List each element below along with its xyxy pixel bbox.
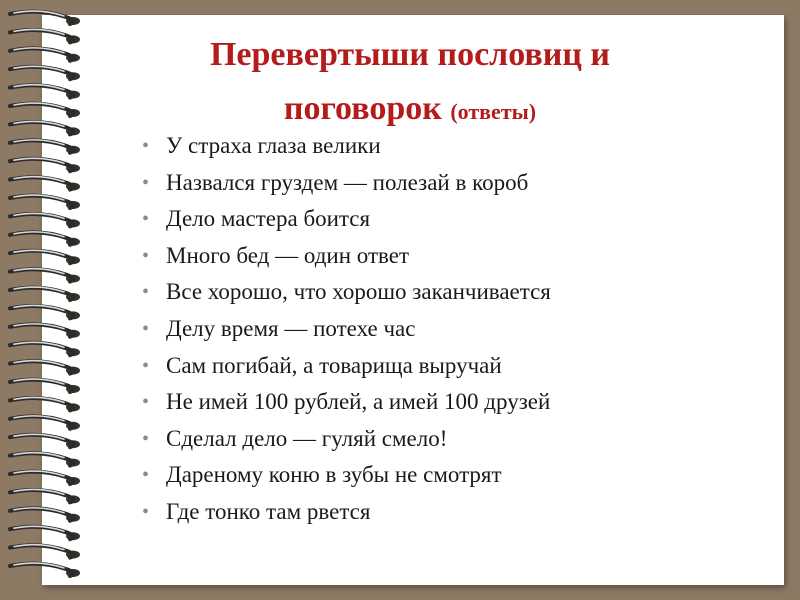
spiral-ring-icon xyxy=(10,545,80,559)
spiral-ring-icon xyxy=(10,324,80,338)
bullet-icon: • xyxy=(142,281,150,304)
slide-title-suffix: (ответы) xyxy=(450,99,537,124)
list-item-text: Назвался груздем — полезай в короб xyxy=(166,169,529,195)
spiral-binding xyxy=(0,0,100,600)
spiral-ring-icon xyxy=(10,213,80,227)
list-item-text: Все хорошо, что хорошо заканчивается xyxy=(166,279,551,305)
list-item-text: Много бед — один ответ xyxy=(166,242,410,268)
spiral-ring-icon xyxy=(10,250,80,264)
spiral-ring-icon xyxy=(10,177,80,191)
spiral-ring-icon xyxy=(10,305,80,319)
spiral-ring-icon xyxy=(10,287,80,301)
spiral-ring-icon xyxy=(10,563,80,577)
list-item-text: Дареному коню в зубы не смотрят xyxy=(166,462,502,488)
bullet-icon: • xyxy=(142,354,150,377)
list-item xyxy=(140,421,551,458)
spiral-ring-icon xyxy=(10,397,80,411)
slide-title xyxy=(150,28,670,139)
list-item-text: Сделал дело — гуляй смело! xyxy=(166,425,448,451)
bullet-icon: • xyxy=(142,208,150,231)
spiral-ring-icon xyxy=(10,195,80,209)
spiral-ring-icon xyxy=(10,66,80,80)
spiral-ring-icon xyxy=(10,342,80,356)
spiral-ring-icon xyxy=(10,379,80,393)
list-item xyxy=(140,238,551,275)
spiral-ring-icon xyxy=(10,416,80,430)
bullet-icon: • xyxy=(142,464,150,487)
bullet-icon: • xyxy=(142,500,150,523)
list-item xyxy=(140,384,551,421)
proverb-list xyxy=(140,128,551,531)
spiral-ring-icon xyxy=(10,489,80,503)
spiral-ring-icon xyxy=(10,232,80,246)
list-item xyxy=(140,201,551,238)
list-item-text: Дело мастера боится xyxy=(166,206,371,232)
list-item-text: У страха глаза велики xyxy=(166,133,381,158)
list-item-text: Где тонко там рвется xyxy=(166,498,371,524)
spiral-ring-icon xyxy=(10,471,80,485)
bullet-icon: • xyxy=(142,171,150,194)
spiral-ring-icon xyxy=(10,526,80,540)
spiral-ring-icon xyxy=(10,29,80,43)
spiral-ring-icon xyxy=(10,158,80,172)
spiral-ring-icon xyxy=(10,103,80,117)
list-item-text: Делу время — потехе час xyxy=(166,315,416,341)
spiral-ring-icon xyxy=(10,85,80,99)
list-item xyxy=(140,165,551,202)
spiral-ring-icon xyxy=(10,434,80,448)
bullet-icon: • xyxy=(142,391,150,414)
spiral-ring-icon xyxy=(10,140,80,154)
bullet-icon: • xyxy=(142,317,150,340)
list-item xyxy=(140,348,551,385)
spiral-ring-icon xyxy=(10,121,80,135)
bullet-icon: • xyxy=(142,244,150,267)
spiral-ring-icon xyxy=(10,508,80,522)
spiral-ring-icon xyxy=(10,453,80,467)
bullet-icon: • xyxy=(142,135,150,157)
list-item xyxy=(140,457,551,494)
spiral-ring-icon xyxy=(10,269,80,283)
spiral-ring-icon xyxy=(10,361,80,375)
bullet-icon: • xyxy=(142,427,150,450)
list-item-text: Сам погибай, а товарища выручай xyxy=(166,352,502,378)
list-item xyxy=(140,494,551,531)
spiral-ring-icon xyxy=(10,48,80,62)
spiral-ring-icon xyxy=(10,11,80,25)
list-item xyxy=(140,128,551,165)
slide-title-main: Перевертыши пословиц и поговорок xyxy=(209,36,611,127)
list-item-text: Не имей 100 рублей, а имей 100 друзей xyxy=(166,389,551,415)
list-item xyxy=(140,311,551,348)
list-item xyxy=(140,274,551,311)
